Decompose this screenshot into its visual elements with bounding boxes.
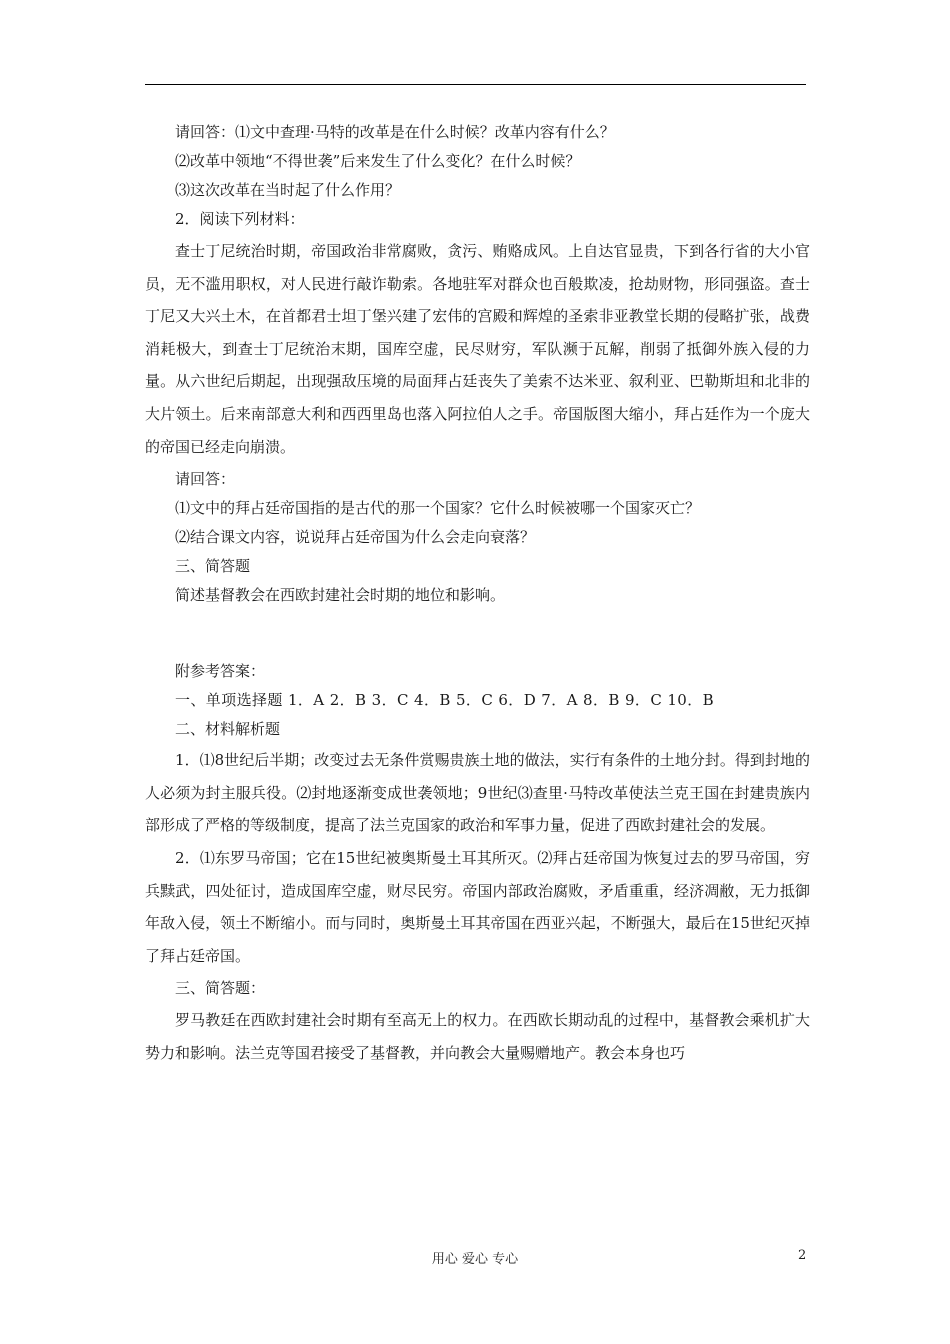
section-3-question: 简述基督教会在西欧封建社会时期的地位和影响。 — [175, 586, 506, 605]
answers-heading: 附参考答案： — [175, 662, 266, 681]
page-number: 2 — [798, 1248, 807, 1263]
material-2-question-2: ⑵结合课文内容，说说拜占廷帝国为什么会走向衰落？ — [175, 528, 536, 547]
material-2-question-label: 请回答： — [175, 470, 236, 489]
material-2-question-1: ⑴文中的拜占廷帝国指的是古代的那一个国家？它什么时候被哪一个国家灭亡？ — [175, 499, 701, 518]
answer-2: 2．⑴东罗马帝国；它在15世纪被奥斯曼土耳其所灭。⑵拜占廷帝国为恢复过去的罗马帝国，穷兵黩武，四处征讨，造成国库空虚，财尽民穷。帝国内部政治腐败，矛盾重重，经济凋敝，无力抵御年敌入侵，领土不断缩小。而与同时，奥斯曼土耳其帝国在西亚兴起，不断强大，最后在15世纪灭掉了拜占廷帝国。 — [145, 848, 810, 965]
section-3-heading: 三、简答题 — [175, 557, 251, 576]
answers-short-heading: 三、简答题： — [175, 979, 266, 998]
answer-3: 罗马教廷在西欧封建社会时期有至高无上的权力。在西欧长期动乱的过程中，基督教会乘机扩大势力和影响。法兰克等国君接受了基督教，并向教会大量赐赠地产。教会本身也巧 — [145, 1011, 810, 1062]
question-1: 请回答：⑴文中查理·马特的改革是在什么时候？改革内容有什么？ — [175, 123, 615, 141]
answers-choice-row: 一、单项选择题 1．A 2．B 3．C 4．B 5．C 6．D 7．A 8．B 9．C 10．B — [175, 691, 715, 710]
header-rule — [145, 84, 806, 85]
question-3: ⑶这次改革在当时起了什么作用？ — [175, 181, 401, 199]
answers-material-heading: 二、材料解析题 — [175, 720, 281, 739]
question-2: ⑵改革中领地“不得世袭”后来发生了什么变化？在什么时候？ — [175, 152, 581, 170]
material-2-text: 查士丁尼统治时期，帝国政治非常腐败，贪污、贿赂成风。上自达官显贵，下到各行省的大小官员，无不滥用职权，对人民进行敲诈勒索。各地驻军对群众也百般欺凌，抢劫财物，形同强盗。查士丁尼又大兴土木，在首都君士坦丁堡兴建了宏伟的宫殿和辉煌的圣索非亚教堂长期的侵略扩张，战费消耗极大，到查士丁尼统治末期，国库空虚，民尽财穷，军队濒于瓦解，削弱了抵御外族入侵的力量。从六世纪后期起，出现强敌压境的局面拜占廷丧失了美索不达米亚、叙利亚、巴勒斯坦和北非的大片领土。后来南部意大利和西西里岛也落入阿拉伯人之手。帝国版图大缩小，拜占廷作为一个庞大的帝国已经走向崩溃。 — [145, 242, 810, 456]
material-2-heading: 2．阅读下列材料： — [175, 210, 305, 228]
page-body — [145, 118, 810, 1070]
answer-1: 1．⑴8世纪后半期；改变过去无条件赏赐贵族土地的做法，实行有条件的土地分封。得到封地的人必须为封主服兵役。⑵封地逐渐变成世袭领地；9世纪⑶查里·马特改革使法兰克王国在封建贵族内部形成了严格的等级制度，提高了法兰克国家的政治和军事力量，促进了西欧封建社会的发展。 — [145, 751, 810, 835]
spacer — [145, 610, 810, 657]
footer-motto: 用心 爱心 专心 — [431, 1252, 519, 1267]
